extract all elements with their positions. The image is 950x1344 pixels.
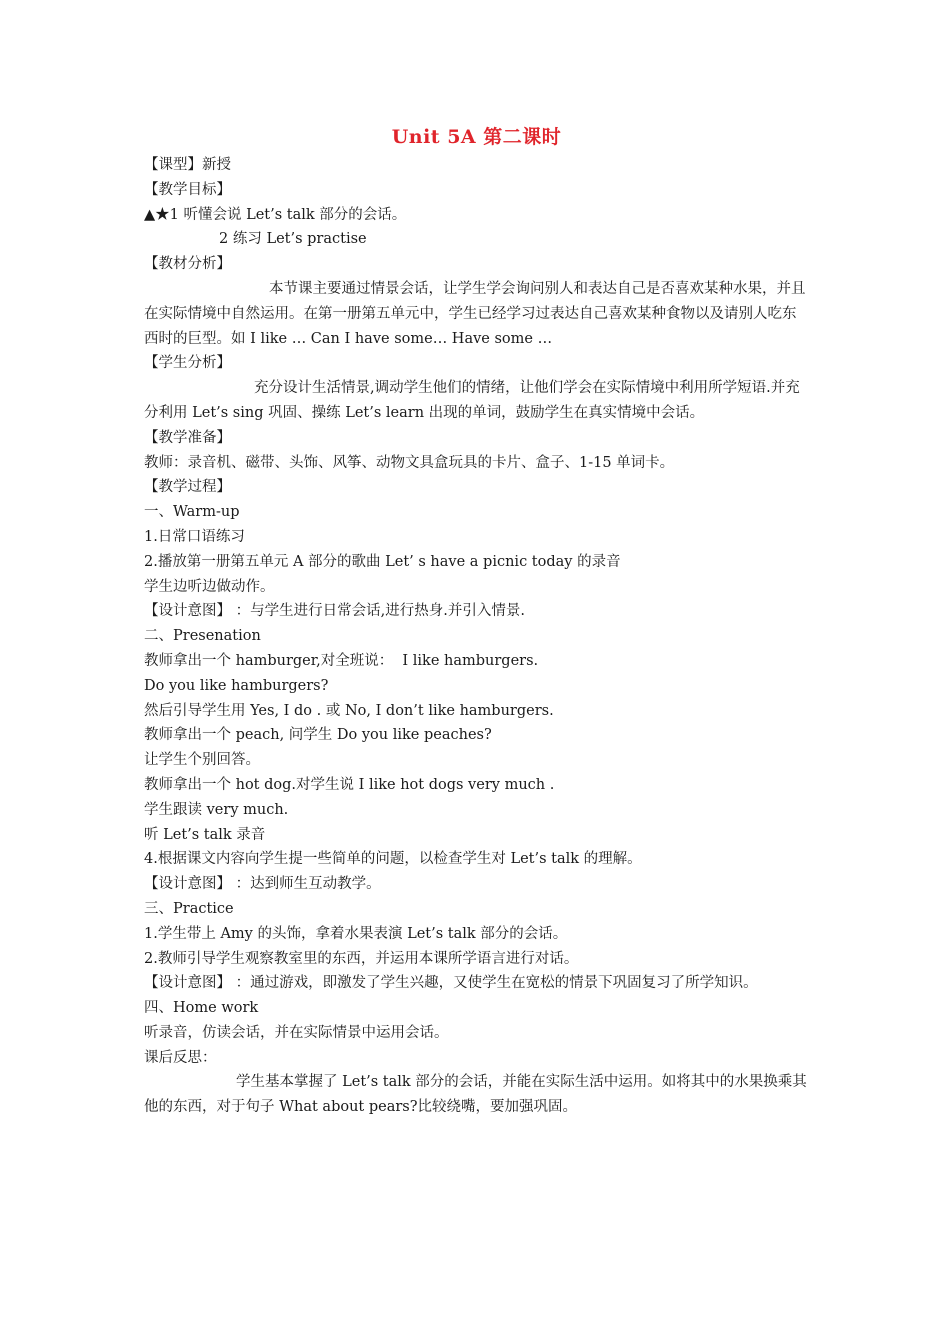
section-heading-process: 【教学过程】 <box>144 479 231 496</box>
presentation-line-5: 让学生个别回答。 <box>144 752 260 769</box>
presentation-line-2: Do you like hamburgers? <box>144 677 329 694</box>
section-heading-preparation: 【教学准备】 <box>144 429 231 446</box>
design-intent-2: 【设计意图】 ：达到师生互动教学。 <box>144 876 381 893</box>
document-page <box>144 123 809 1120</box>
presentation-line-9: 4.根据课文内容向学生提一些简单的问题，以检查学生对 Let’s talk 的理解。 <box>144 851 642 868</box>
homework-text: 听录音，仿读会话，并在实际情景中运用会话。 <box>144 1024 449 1041</box>
step-presentation: 二、Presenation <box>144 628 261 645</box>
practice-item-1: 1.学生带上 Amy 的头饰，拿着水果表演 Let’s talk 部分的会话。 <box>144 925 568 942</box>
preparation-text: 教师：录音机、磁带、头饰、风筝、动物文具盒玩具的卡片、盒子、1-15 单词卡。 <box>144 454 675 471</box>
step-homework: 四、Home work <box>144 1000 259 1017</box>
reflection-paragraph: 学生基本掌握了 Let’s talk 部分的会话，并能在实际生活中运用。如将其中的水果换乘其他的东西，对于句子 What about pears?比较绕嘴，要加强巩固。 <box>144 1074 807 1116</box>
document-title: Unit 5A 第二课时 <box>391 126 562 148</box>
section-heading-students: 【学生分析】 <box>144 355 231 372</box>
presentation-line-3: 然后引导学生用 Yes, I do . 或 No, I don’t like hamburgers. <box>144 702 554 719</box>
step-warm-up: 一、Warm-up <box>144 504 240 521</box>
objective-2: 2 练习 Let’s practise <box>219 231 367 248</box>
warm-up-item-3: 学生边听边做动作。 <box>144 578 275 595</box>
design-intent-3: 【设计意图】 ：通过游戏，即激发了学生兴趣，又使学生在宽松的情景下巩固复习了所学知识。 <box>144 975 758 992</box>
material-analysis-paragraph: 本节课主要通过情景会话，让学生学会询问别人和表达自己是否喜欢某种水果，并且在实际情境中自然运用。在第一册第五单元中，学生已经学习过表达自己喜欢某种食物以及请别人吃东西时的巨型。如 I like … Can I have some… Have some … <box>144 280 806 347</box>
presentation-line-6: 教师拿出一个 hot dog.对学生说 I like hot dogs very much . <box>144 776 555 793</box>
warm-up-item-2: 2.播放第一册第五单元 A 部分的歌曲 Let’ s have a picnic today 的录音 <box>144 553 621 570</box>
design-intent-1: 【设计意图】 ：与学生进行日常会话,进行热身.并引入情景. <box>144 603 525 620</box>
section-heading-objectives: 【教学目标】 <box>144 181 231 198</box>
section-heading-material: 【教材分析】 <box>144 256 231 273</box>
objective-1: ▲★1 听懂会说 Let’s talk 部分的会话。 <box>144 206 407 223</box>
presentation-line-1: 教师拿出一个 hamburger,对全班说： I like hamburgers. <box>144 652 539 669</box>
lesson-type: 【课型】新授 <box>144 157 231 173</box>
step-practice: 三、Practice <box>144 900 234 917</box>
presentation-line-7: 学生跟读 very much. <box>144 801 289 818</box>
reflection-heading: 课后反思： <box>144 1049 217 1066</box>
warm-up-item-1: 1.日常口语练习 <box>144 528 245 545</box>
practice-item-2: 2.教师引导学生观察教室里的东西，并运用本课所学语言进行对话。 <box>144 950 579 967</box>
presentation-line-8: 听 Let’s talk 录音 <box>144 826 266 843</box>
presentation-line-4: 教师拿出一个 peach, 问学生 Do you like peaches? <box>144 727 492 744</box>
student-analysis-paragraph: 充分设计生活情景,调动学生他们的情绪，让他们学会在实际情境中利用所学短语.并充分利用 Let’s sing 巩固、操练 Let’s learn 出现的单词，鼓励学生在真实情境中会话。 <box>144 380 800 421</box>
